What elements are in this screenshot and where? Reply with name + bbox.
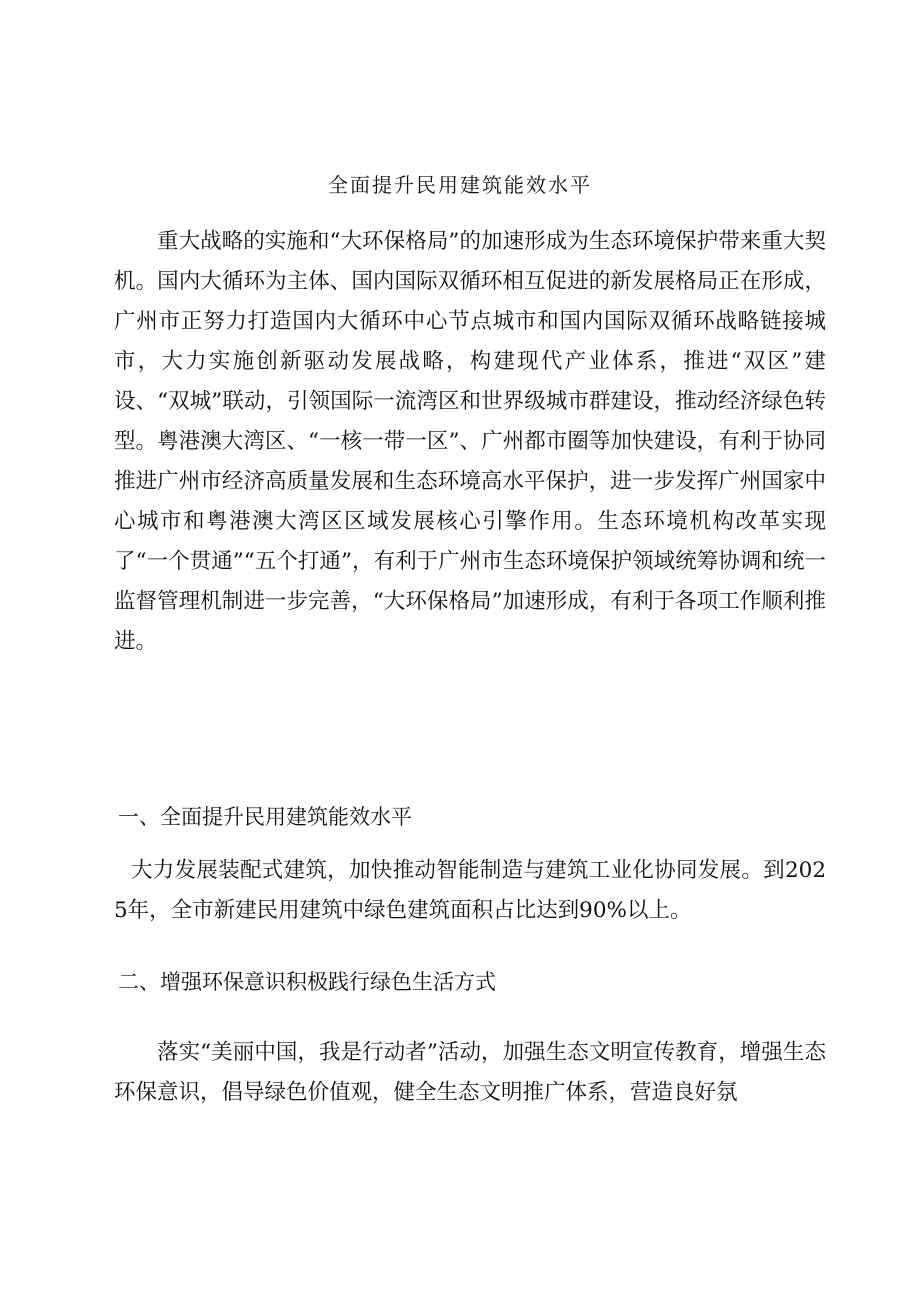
section-body-1: 大力发展装配式建筑，加快推动智能制造与建筑工业化协同发展。到2025年，全市新建民用建筑中绿色建筑面积占比达到90%以上。 [114,858,826,923]
page-title: 全面提升民用建筑能效水平 [328,173,592,197]
intro-paragraph: 重大战略的实施和“大环保格局”的加速形成为生态环境保护带来重大契机。国内大循环为主体、国内国际双循环相互促进的新发展格局正在形成，广州市正努力打造国内大循环中心节点城市和国内国际双循环战略链接城市，大力实施创新驱动发展战略，构建现代产业体系，推进“双区”建设、“双城”联动，引领国际一流湾区和世界级城市群建设，推动经济绿色转型。粤港澳大湾区、“一核一带一区”、广州都市圈等加快建设，有利于协同推进广州市经济高质量发展和生态环境高水平保护，进一步发挥广州国家中心城市和粤港澳大湾区区域发展核心引擎作用。生态环境机构改革实现了“一个贯通”“五个打通”，有利于广州市生态环境保护领域统筹协调和统一监督管理机制进一步完善，“大环保格局”加速形成，有利于各项工作顺利推进。 [114,229,826,654]
section-heading-1: 一、全面提升民用建筑能效水平 [118,805,412,829]
section-heading-2: 二、增强环保意识积极践行绿色生活方式 [118,970,496,994]
section-body-2: 落实“美丽中国，我是行动者”活动，加强生态文明宣传教育，增强生态环保意识，倡导绿色价值观，健全生态文明推广体系，营造良好氛 [114,1040,826,1105]
